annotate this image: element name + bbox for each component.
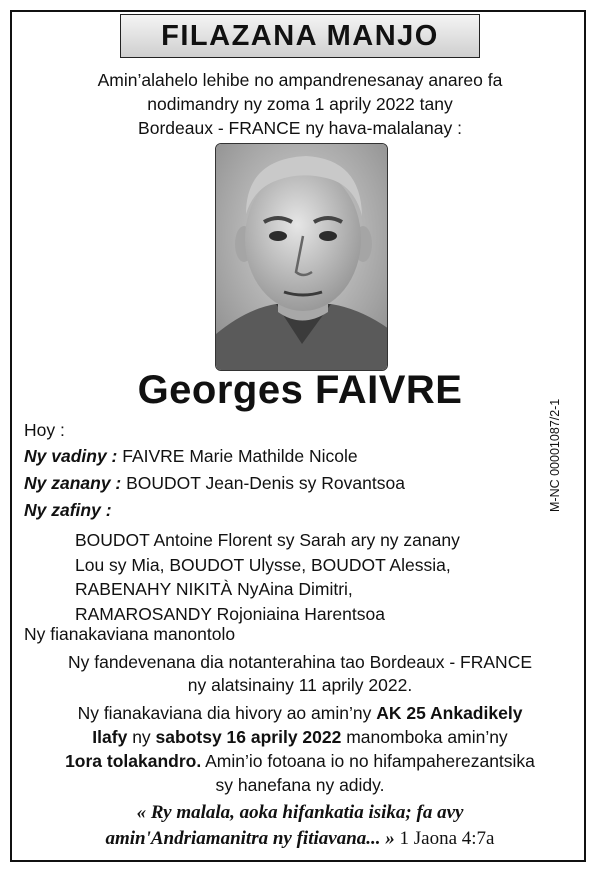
spouse-value: FAIVRE Marie Mathilde Nicole [117,446,358,466]
quote-line-2: amin'Andriamanitra ny fitiavana... » 1 Jaona 4:7a [105,828,495,849]
gathering-line-1: Ny fianakaviana dia hivory ao amin’ny AK 25 Ankadikely [77,703,523,723]
notice-header [120,14,480,58]
spouse-line [24,446,358,467]
list-item: BOUDOT Antoine Florent sy Sarah ary ny zanany [75,530,460,550]
children-line [24,473,405,494]
gathering-line-2: Ilafy ny sabotsy 16 aprily 2022 manomboka amin’ny [92,727,508,747]
cremation-notice [20,651,580,697]
bible-quote [30,800,570,852]
grandchildren-label: Ny zafiny : [24,500,112,520]
grandchildren-list [75,528,460,626]
reference-code: M-NC 00001087/2-1 [548,398,562,512]
intro-line: nodimandry ny zoma 1 aprily 2022 tany [147,94,453,114]
gathering-line-3: 1ora tolakandro. Amin’io fotoana io no hifampaherezantsika [65,751,535,771]
list-item: RABENAHY NIKITÀ NyAina Dimitri, [75,579,353,599]
intro-text [40,68,560,140]
children-value: BOUDOT Jean-Denis sy Rovantsoa [121,473,405,493]
children-label: Ny zanany : [24,473,122,493]
portrait-illustration [216,144,388,371]
cremation-line: Ny fandevenana dia notanterahina tao Bordeaux - FRANCE [67,652,533,672]
portrait-photo [215,143,388,371]
intro-line: Bordeaux - FRANCE ny hava-malalanay : [138,118,462,138]
list-item: Lou sy Mia, BOUDOT Ulysse, BOUDOT Alessia, [75,554,451,575]
quote-reference: 1 Jaona 4:7a [394,828,495,849]
intro-line: Amin’alahelo lehibe no ampandrenesanay anareo fa [97,70,503,90]
gathering-address: AK 25 Ankadikely [376,703,523,723]
gathering-line-4: sy hanefana ny adidy. [215,775,385,795]
gathering-time: 1ora tolakandro. [65,751,202,771]
spouse-label: Ny vadiny : [24,446,118,466]
gathering-notice [20,701,580,797]
gathering-date: sabotsy 16 aprily 2022 [155,727,342,747]
notice-title: FILAZANA MANJO [161,19,439,52]
cremation-line: ny alatsinainy 11 aprily 2022. [187,675,413,695]
hoy-label: Hoy : [24,420,65,440]
extended-family: Ny fianakaviana manontolo [24,624,236,644]
quote-line-1: « Ry malala, aoka hifankatia isika; fa avy [136,802,464,823]
list-item: RAMAROSANDY Rojoniaina Harentsoa [75,603,385,624]
deceased-name: Georges FAIVRE [137,368,463,412]
